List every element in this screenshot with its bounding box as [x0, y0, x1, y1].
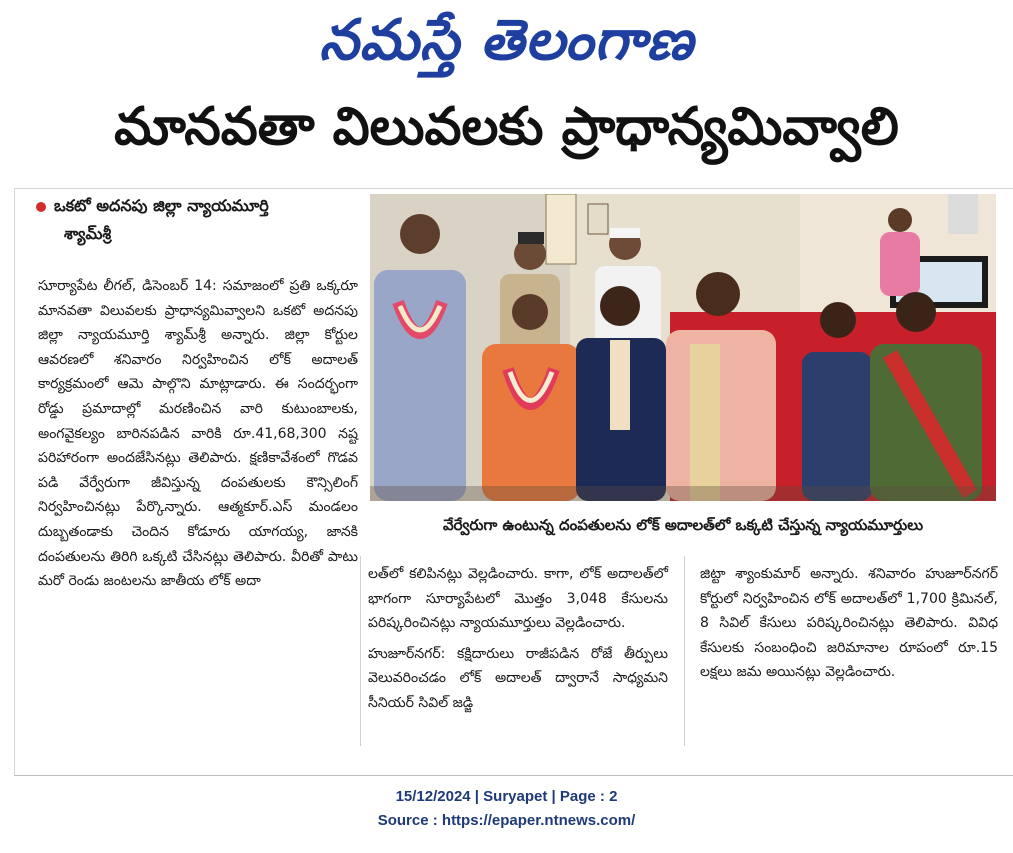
article-paragraph: సూర్యాపేట లీగల్, డిసెంబర్ 14: సమాజంలో ప్రతి ఒక్కరూ మానవతా విలువలకు ప్రాధాన్యమివ్వాలని ఒకటో అదనపు జిల్లా న్యాయమూర్తి శ్యామ్‌శ్రీ అన్నారు. జిల్లా కోర్టుల ఆవరణలో శనివారం నిర్వహించిన లోక్ అదాలత్ కార్యక్రమంలో ఆమె పాల్గొని మాట్లాడారు. ఈ సందర్భంగా రోడ్డు ప్రమాదాల్లో మరణించిన వారి కుటుంబాలకు, అంగవైకల్యం బారినపడిన వారికి రూ.41,68,300 నష్ట పరిహారంగా అందజేసినట్లు తెలిపారు. క్షణికావేశంలో గొడవ పడి వేర్వేరుగా జీవిస్తున్న దంపతులకు కౌన్సిలింగ్ నిర్వహించినట్లు పేర్కొన్నారు. ఆత్మకూర్.ఎస్ మండలం దుబ్బతండాకు చెందిన కోడూరు యాగయ్య, జానకి దంపతులను తిరిగి ఒక్కటి చేసినట్లు తెలిపారు. వీరితో పాటు మరో రెండు జంటలను జాతీయ లోక్ అదా	[38, 278, 358, 590]
article-column-3	[700, 562, 998, 685]
subdeck-line2: శ్యామ్‌శ్రీ	[64, 224, 112, 243]
subdeck-line1: ఒకటో అదనపు జిల్లా న్యాయమూర్తి	[54, 196, 269, 215]
article-column-1	[38, 274, 358, 594]
article-headline: మానవతా విలువలకు ప్రాధాన్యమివ్వాలి	[114, 97, 899, 157]
article-subdeck	[36, 192, 356, 248]
masthead-logo: నమస్తే తెలంగాణ	[319, 8, 694, 73]
footer-date-edition-page: 15/12/2024 | Suryapet | Page : 2	[395, 788, 618, 805]
photo-caption: వేర్వేరుగా ఉంటున్న దంపతులను లోక్ అదాలత్‌లో ఒక్కటి చేస్తున్న న్యాయమూర్తులు	[370, 507, 996, 543]
bullet-icon	[36, 202, 46, 212]
article-paragraph: హుజూర్‌నగర్: కక్షిదారులు రాజీపడిన రోజే తీర్పులు వెలువరించడం లోక్ అదాలత్ ద్వారానే సాధ్యమని సీనియర్ సివిల్ జడ్జి	[368, 645, 668, 711]
article-column-2	[368, 562, 668, 716]
article-paragraph: లత్‌లో కలిపినట్లు వెల్లడించారు. కాగా, లోక్ అదాలత్‌లో భాగంగా సూర్యాపేటలో మొత్తం 3,048 కేసులను పరిష్కరించినట్లు న్యాయమూర్తులు వెల్లడించారు.	[368, 566, 668, 632]
article-photo	[370, 194, 996, 501]
column-divider	[360, 556, 361, 746]
photo-illustration	[370, 194, 996, 501]
column-divider	[684, 556, 685, 746]
article-paragraph: జిట్టా శ్యాంకుమార్ అన్నారు. శనివారం హుజూర్‌నగర్ కోర్టులో నిర్వహించిన లోక్ అదాలత్‌లో 1,700 క్రిమినల్, 8 సివిల్ కేసులు పరిష్కరించినట్లు తెలిపారు. వివిధ కేసులకు సంబంధించి జరిమానాల రూపంలో రూ.15 లక్షలు జమ అయినట్లు వెల్లడించారు.	[700, 566, 998, 681]
footer-source-link[interactable]: Source : https://epaper.ntnews.com/	[377, 812, 636, 829]
